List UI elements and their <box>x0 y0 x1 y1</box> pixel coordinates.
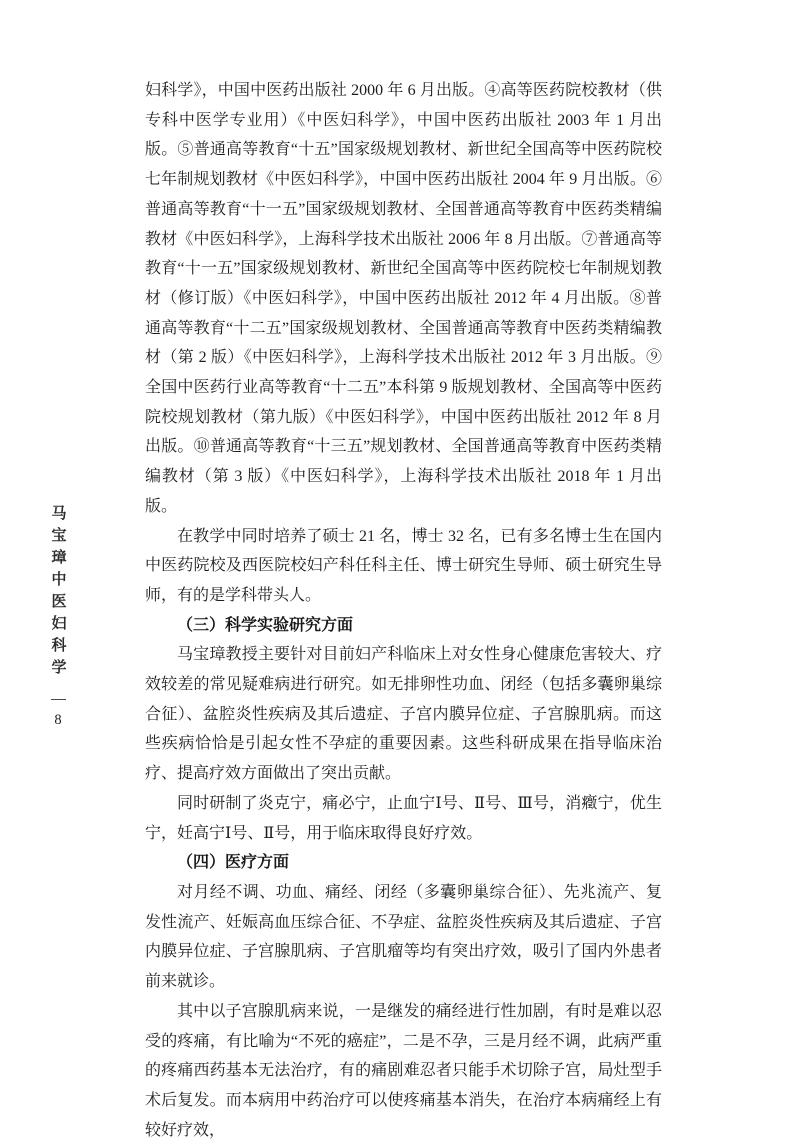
spine-book-title: 马宝璋中医妇科学 <box>49 505 67 681</box>
text-block <box>145 76 662 1145</box>
section-heading: （三）科学实验研究方面 <box>177 616 354 634</box>
paragraph: 妇科学》，中国中医药出版社 2000 年 6 月出版。④高等医药院校教材（供专科中医学专业用）《中医妇科学》，中国中医药出版社 2003 年 1 月出版。⑤普通高等教育“十五”国家级规划教材、新世纪全国高等中医药院校七年制规划教材《中医妇科学》，中国中医药出版社 2004 年 9 月出版。⑥普通高等教育“十一五”国家级规划教材、全国普通高等教育中医药类精编教材《中医妇科学》，上海科学技术出版社 2006 年 8 月出版。⑦普通高等教育“十一五”国家级规划教材、新世纪全国高等中医药院校七年制规划教材（修订版）《中医妇科学》，中国中医药出版社 2012 年 4 月出版。⑧普通高等教育“十二五”国家级规划教材、全国普通高等教育中医药类精编教材（第 2 版）《中医妇科学》，上海科学技术出版社 2012 年 3 月出版。⑨全国中医药行业高等教育“十二五”本科第 9 版规划教材、全国高等中医药院校规划教材（第九版）《中医妇科学》，中国中医药出版社 2012 年 8 月出版。⑩普通高等教育“十三五”规划教材、全国普通高等教育中医药类精编教材（第 3 版）《中医妇科学》，上海科学技术出版社 2018 年 1 月出版。 <box>145 82 662 515</box>
paragraph: 对月经不调、功血、痛经、闭经（多囊卵巢综合征）、先兆流产、复发性流产、妊娠高血压综合征、不孕症、盆腔炎性疾病及其后遗症、子宫内膜异位症、子宫腺肌病、子宫肌瘤等均有突出疗效，吸引了国内外患者前来就诊。 <box>145 883 662 991</box>
spine-divider <box>51 699 66 700</box>
paragraph: 在教学中同时培养了硕士 21 名，博士 32 名，已有多名博士生在国内中医药院校及西医院校妇产科任科主任、博士研究生导师、硕士研究生导师，有的是学科带头人。 <box>145 527 662 604</box>
paragraph: 同时研制了炎克宁，痛必宁，止血宁Ⅰ号、Ⅱ号、Ⅲ号，消癥宁，优生宁，妊高宁Ⅰ号、Ⅱ号，用于临床取得良好疗效。 <box>145 794 662 842</box>
paragraph: 马宝璋教授主要针对目前妇产科临床上对女性身心健康危害较大、疗效较差的常见疑难病进行研究。如无排卵性功血、闭经（包括多囊卵巢综合征）、盆腔炎性疾病及其后遗症、子宫内膜异位症、子宫腺肌病。而这些疾病恰恰是引起女性不孕症的重要因素。这些科研成果在指导临床治疗、提高疗效方面做出了突出贡献。 <box>145 646 662 783</box>
paragraph: 其中以子宫腺肌病来说，一是继发的痛经进行性加剧，有时是难以忍受的疼痛，有比喻为“不死的癌症”，二是不孕，三是月经不调，此病严重的疼痛西药基本无法治疗，有的痛剧难忍者只能手术切除子宫，局灶型手术后复发。而本病用中药治疗可以使疼痛基本消失，在治疗本病痛经上有较好疗效， <box>145 1002 662 1139</box>
spine <box>44 505 72 729</box>
section-heading: （四）医疗方面 <box>177 854 290 872</box>
page-number: 8 <box>54 712 62 728</box>
